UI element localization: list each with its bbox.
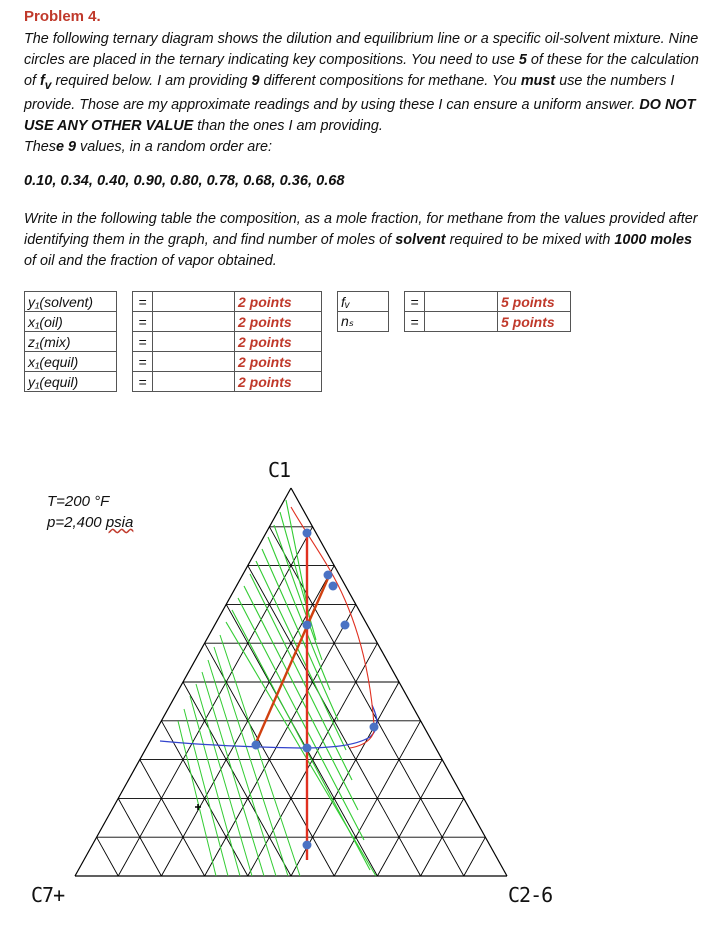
problem-instructions: Write in the following table the composition, as a mole fraction, for methane from the values provided after identifying them in the graph, and find number of moles of solvent required to be mixed with 1000 moles of oil and the fraction of vapor obtained. — [24, 211, 698, 269]
row-eq: = — [133, 372, 153, 392]
row-label: z₁(mix) — [25, 332, 117, 352]
point-envelope-right — [341, 621, 350, 630]
grid-line — [226, 604, 377, 876]
row-label: fᵥ — [338, 292, 389, 312]
vertex-label-right: C2-6 — [508, 883, 553, 907]
vertex-label-top: C1 — [268, 458, 291, 482]
row-label: nₛ — [338, 312, 389, 332]
row-label: x₁(equil) — [25, 352, 117, 372]
ternary-grid — [75, 488, 507, 876]
vertex-label-left: C7+ — [31, 883, 65, 907]
row-eq: = — [133, 352, 153, 372]
point-vapor-equil-2 — [329, 582, 338, 591]
grid-line — [97, 837, 119, 876]
problem-intro: The following ternary diagram shows the dilution and equilibrium line or a specific oil-solvent mixture. Nine circles are placed in the ternary indicating key compositions. You need to use 5 of these for the calculation of $f_v$ required below. I am providing 9 different compositions for methane. You must use the numbers I provide. Those are my approximate readings and by using these I can ensure a uniform answer. DO NOT USE ANY OTHER VALUE than the ones I am providing. These 9 values, in a random order are: — [24, 31, 699, 155]
equilibrium-tie-line-2 — [307, 574, 330, 625]
methane-values: 0.10, 0.34, 0.40, 0.90, 0.80, 0.78, 0.68, 0.36, 0.68 — [24, 173, 345, 189]
point-liquid-equil — [252, 741, 261, 750]
pressure-label: p=2,400 psia — [47, 514, 134, 531]
tie-line — [208, 660, 276, 876]
row-label: x₁(oil) — [25, 312, 117, 332]
row-eq: = — [133, 312, 153, 332]
row-label: y₁(solvent) — [25, 292, 117, 312]
tie-line — [226, 622, 376, 876]
grid-line — [118, 527, 312, 876]
point-critical — [370, 723, 379, 732]
grid-line — [377, 760, 442, 876]
row-eq: = — [405, 292, 425, 312]
grid-line — [205, 604, 356, 876]
row-points: 2 points — [235, 312, 322, 332]
point-mix-2 — [303, 744, 312, 753]
row-points: 2 points — [235, 352, 322, 372]
row-points: 5 points — [498, 292, 571, 312]
grid-line — [140, 760, 205, 876]
row-points: 2 points — [235, 292, 322, 312]
row-eq: = — [405, 312, 425, 332]
tie-line — [238, 598, 364, 840]
row-eq: = — [133, 292, 153, 312]
problem-title: Problem 4. — [24, 8, 101, 25]
row-label: y₁(equil) — [25, 372, 117, 392]
grid-line — [464, 837, 486, 876]
row-eq: = — [133, 332, 153, 352]
point-solvent — [303, 529, 312, 538]
grid-line — [183, 682, 291, 876]
row-points: 2 points — [235, 332, 322, 352]
row-points: 5 points — [498, 312, 571, 332]
point-mix-1 — [303, 621, 312, 630]
row-points: 2 points — [235, 372, 322, 392]
point-vapor-equil-1 — [324, 571, 333, 580]
temperature-label: T=200 °F — [47, 493, 110, 510]
point-oil — [303, 841, 312, 850]
